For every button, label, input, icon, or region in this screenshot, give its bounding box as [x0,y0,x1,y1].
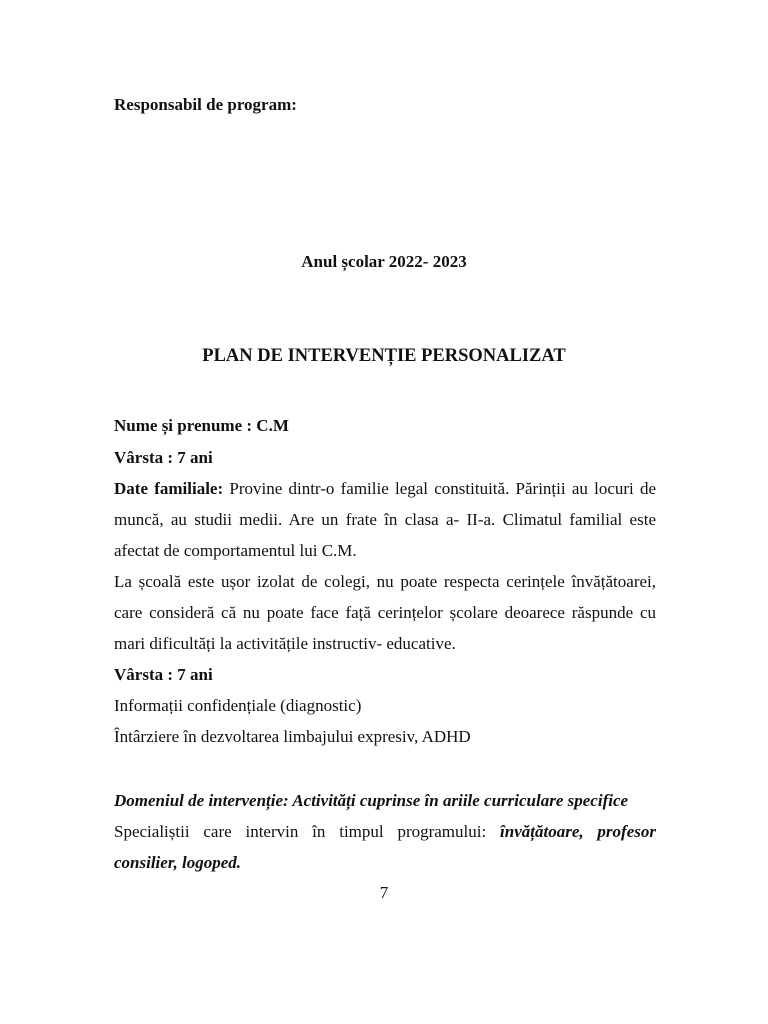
student-name: Nume și prenume : C.M [114,416,289,435]
family-line-3: afectat de comportamentul lui C.M. [114,541,357,560]
page-title: PLAN DE INTERVENȚIE PERSONALIZAT [202,346,566,366]
diagnosis: Întârziere în dezvoltarea limbajului expresiv, ADHD [114,727,471,746]
specialists-line-1 [114,822,656,842]
family-line-1 [114,479,656,499]
family-label: Date familiale: [114,479,224,498]
school-year: Anul școlar 2022- 2023 [301,252,467,271]
family-text-1: Provine dintr-o familie legal constituită. Părinții au locuri de [229,479,657,498]
program-responsible-label: Responsabil de program: [114,95,297,114]
family-line-2: muncă, au studii medii. Are un frate în clasa a- II-a. Climatul familial este [114,510,656,529]
intervention-domain: Domeniul de intervenție: Activități cuprinse în ariile curriculare specifice [114,791,629,810]
page-number: 7 [379,883,389,902]
specialists-roles-2: consilier, logoped. [114,853,242,872]
confidential-info: Informații confidențiale (diagnostic) [114,696,362,715]
specialists-lead: Specialiștii care intervin în timpul programului: [114,822,487,841]
school-line-2: care consideră că nu poate face față cerințelor școlare deoarece răspunde cu [114,603,656,622]
school-line-1: La școală este ușor izolat de colegi, nu poate respecta cerințele învățătoarei, [114,572,656,591]
school-line-3: mari dificultăți la activitățile instructiv- educative. [114,634,456,653]
student-age: Vârsta : 7 ani [114,448,213,467]
student-age-repeat: Vârsta : 7 ani [114,665,213,684]
specialists-roles-1: învățătoare, profesor [500,822,656,841]
